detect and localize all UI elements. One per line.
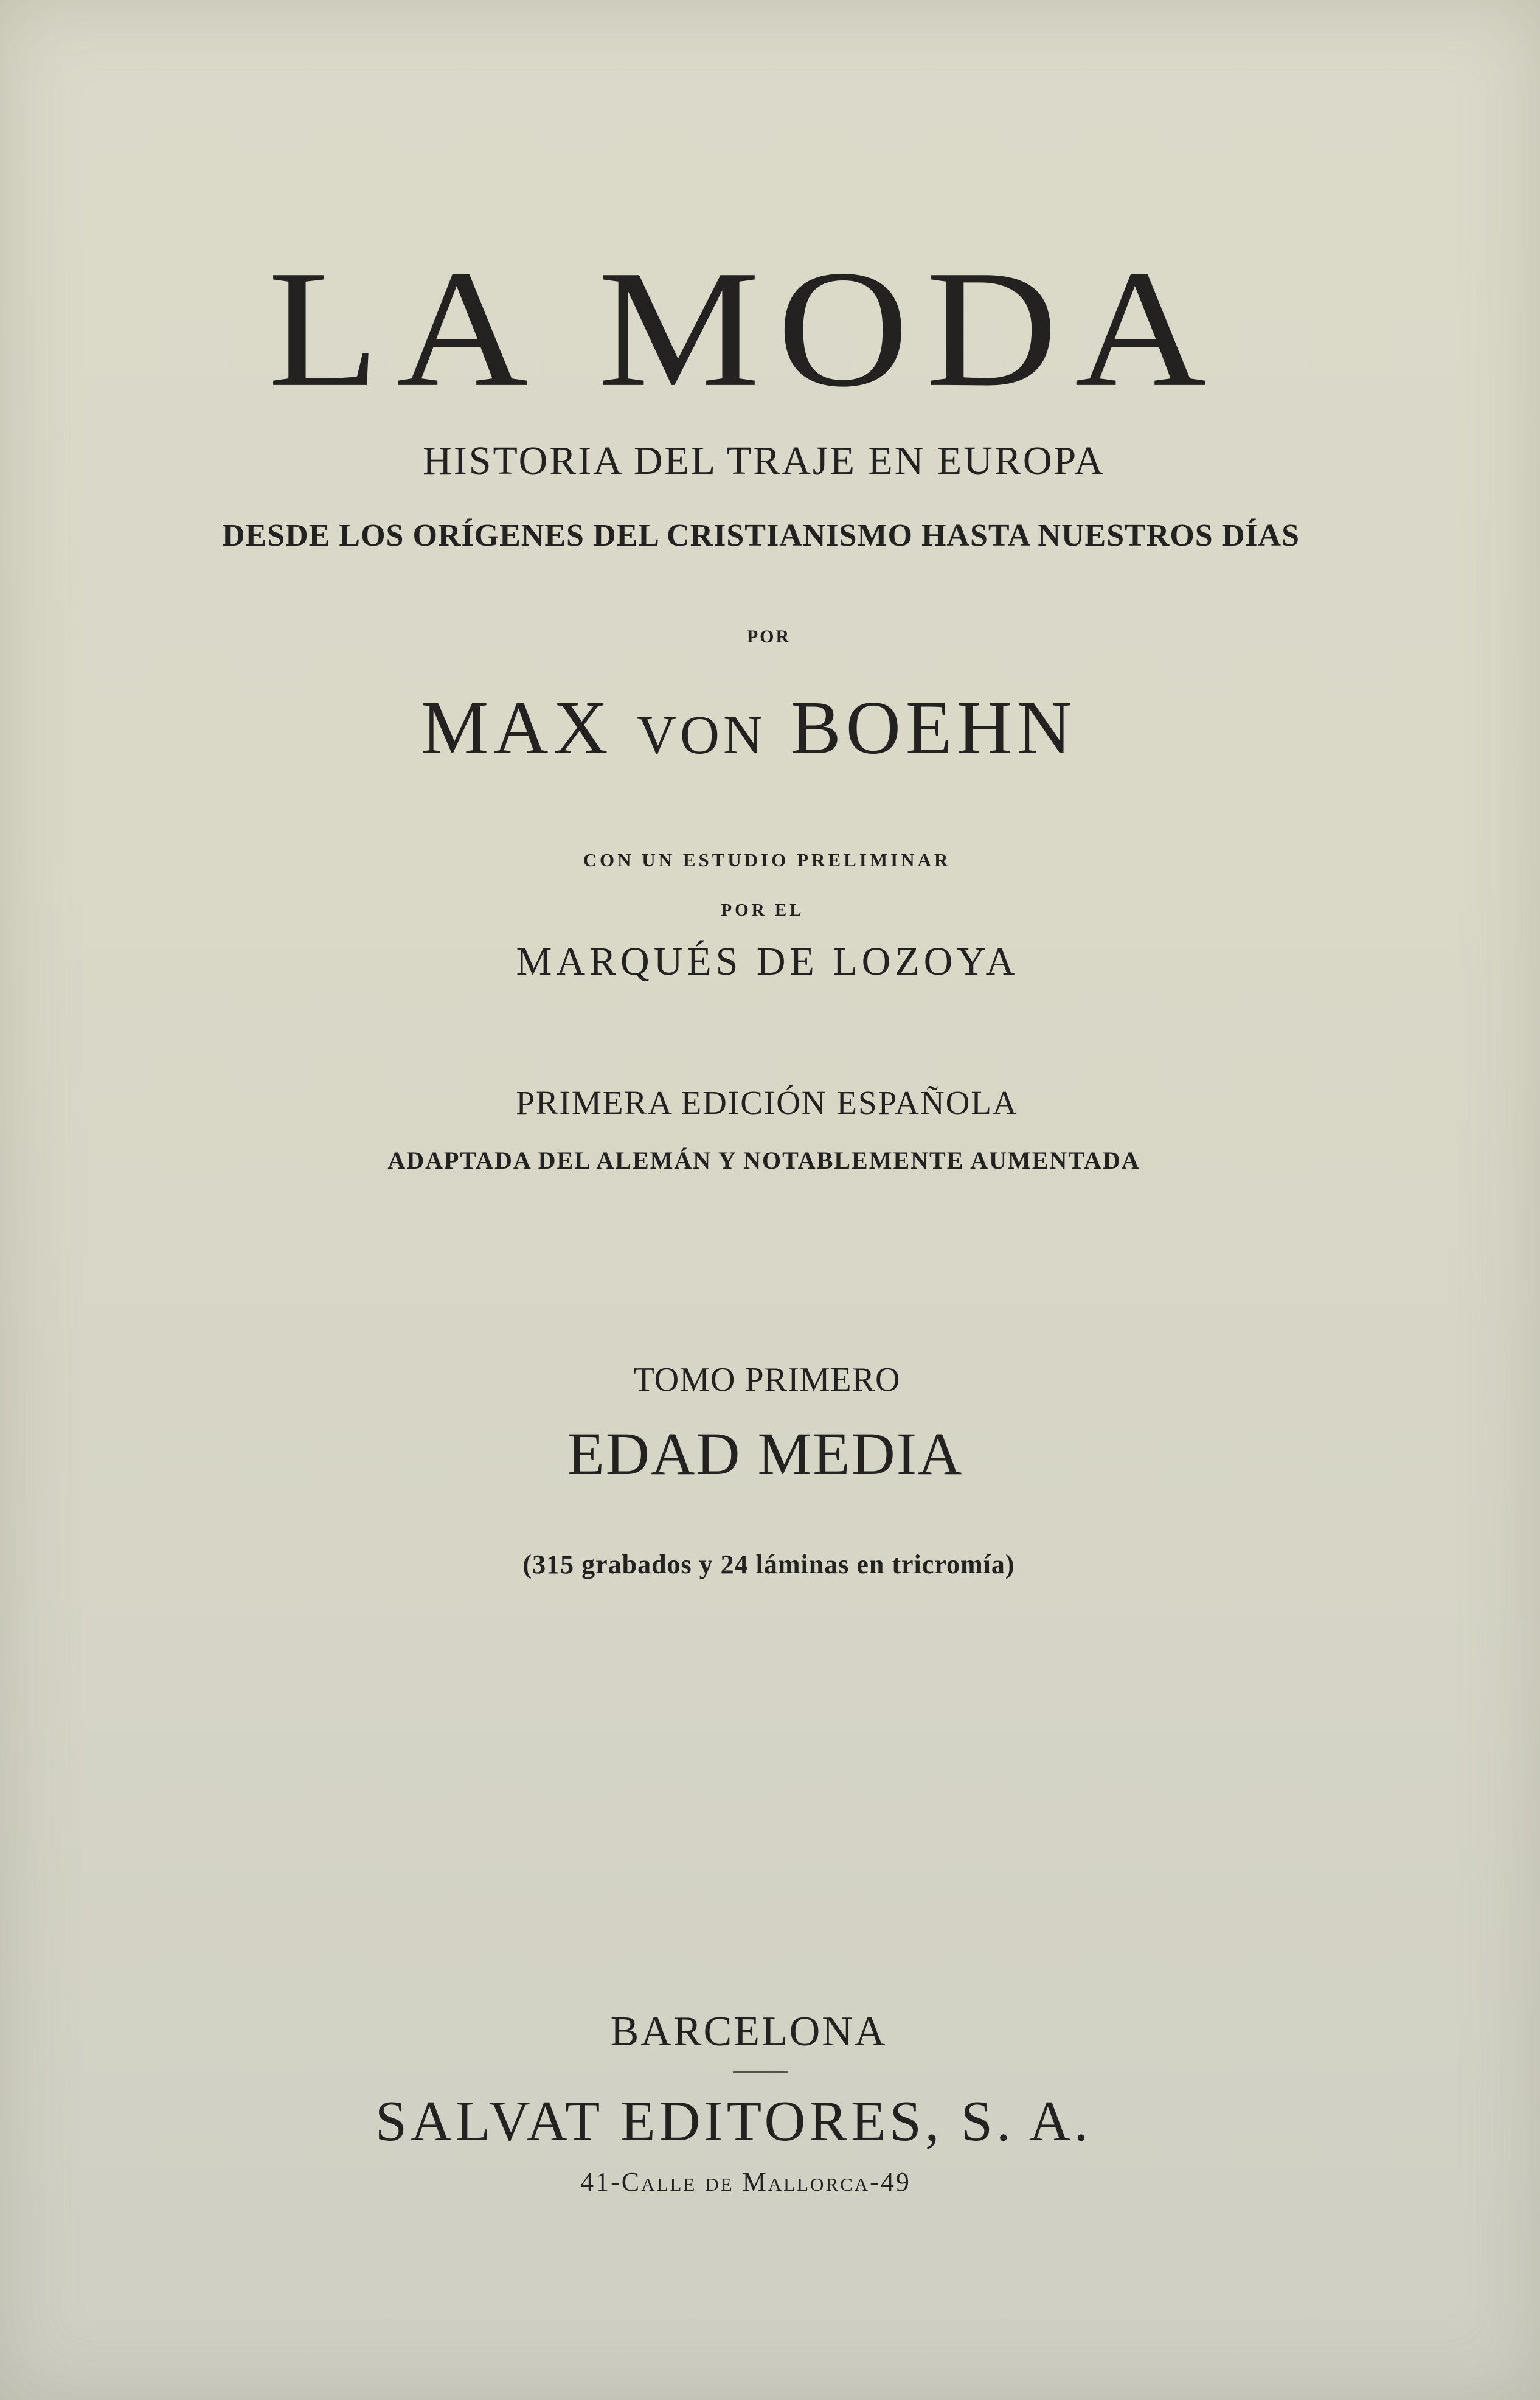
by-label: POR [746,627,791,647]
subtitle-line-2: DESDE LOS ORÍGENES DEL CRISTIANISMO HASTA NUESTROS DÍAS [222,518,1300,553]
volume-label: TOMO PRIMERO [633,1361,901,1399]
publisher-address: 41-Calle de Mallorca-49 [580,2167,911,2197]
author-name [0,686,1519,770]
author-particle: VON [637,705,767,765]
study-author: MARQUÉS DE LOZOYA [516,939,1019,984]
author-first-name: MAX [421,686,613,770]
volume-title: EDAD MEDIA [567,1420,963,1487]
edition-note: ADAPTADA DEL ALEMÁN Y NOTABLEMENTE AUMENTADA [387,1147,1140,1174]
illustrations-note: (315 grabados y 24 láminas en tricromía) [522,1550,1015,1579]
book-title: LA MODA [268,235,1224,422]
edition-label: PRIMERA EDICIÓN ESPAÑOLA [516,1084,1018,1121]
subtitle-line-1: HISTORIA DEL TRAJE EN EUROPA [423,439,1105,483]
study-by-label: POR EL [721,900,805,920]
publisher-city: BARCELONA [610,2008,887,2055]
preliminary-study-line: CON UN ESTUDIO PRELIMINAR [583,849,951,871]
publisher-name: SALVAT EDITORES, S. A. [375,2090,1092,2153]
divider-rule [733,2071,788,2073]
author-last-name: BOEHN [790,686,1077,770]
